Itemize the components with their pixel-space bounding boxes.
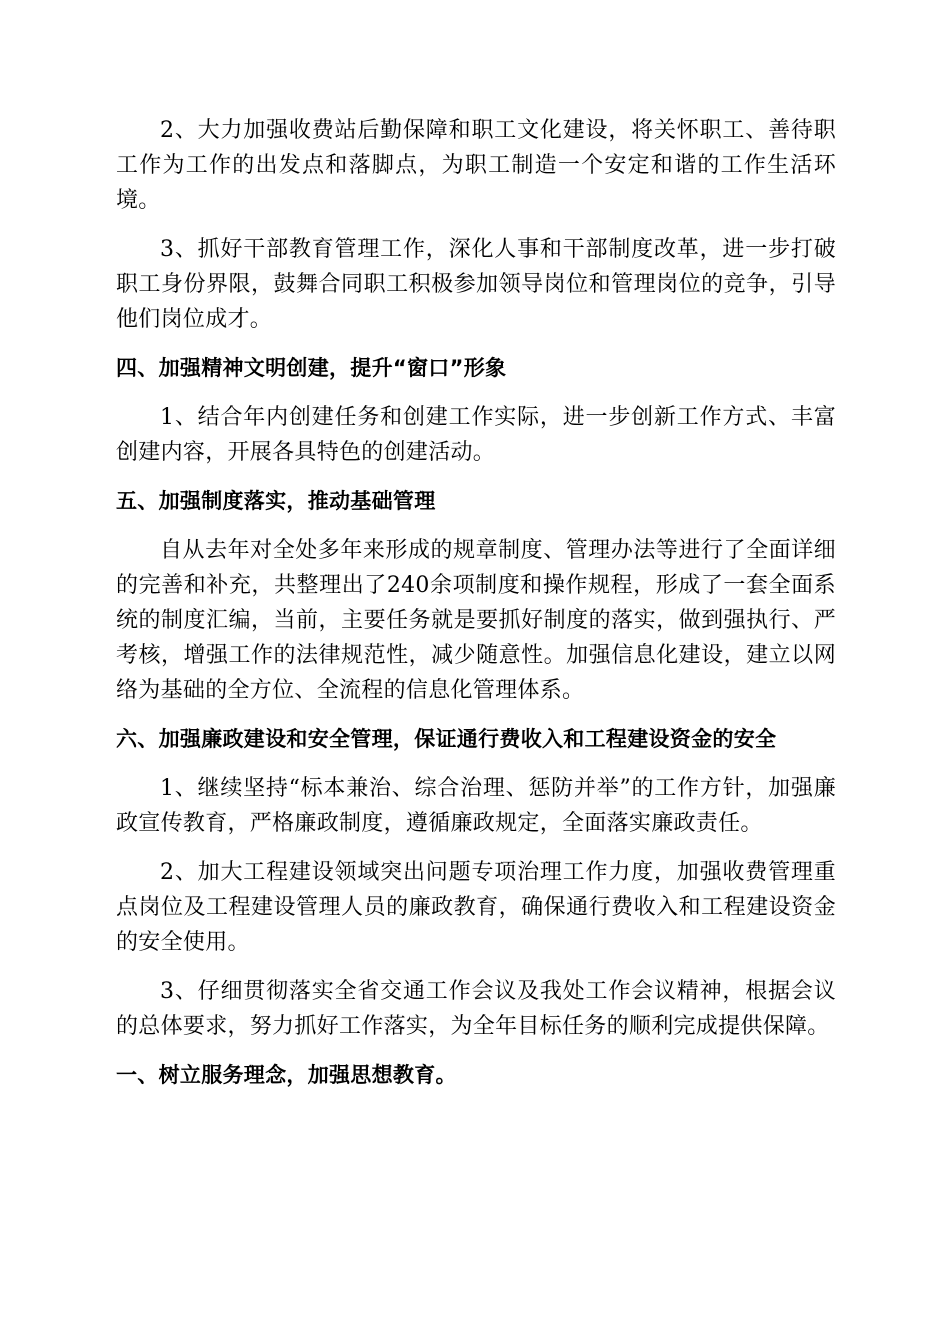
section-heading-integrity-safety: 六、加强廉政建设和安全管理，保证通行费收入和工程建设资金的安全 <box>116 727 777 751</box>
section-heading-system-implementation: 五、加强制度落实，推动基础管理 <box>116 489 436 513</box>
paragraph-integrity-policy: 1、继续坚持“标本兼治、综合治理、惩防并举”的工作方针，加强廉政宣传教育，严格廉政制度，遵循廉政规定，全面落实廉政责任。 <box>116 776 836 836</box>
paragraph-rules-compilation: 自从去年对全处多年来形成的规章制度、管理办法等进行了全面详细的完善和补充，共整理出了240余项制度和操作规程，形成了一套全面系统的制度汇编，当前，主要任务就是要抓好制度的落实，做到强执行、严考核，增强工作的法律规范性，减少随意性。加强信息化建设，建立以网络为基础的全方位、全流程的信息化管理体系。 <box>116 538 836 703</box>
paragraph-creation-tasks: 1、结合年内创建任务和创建工作实际，进一步创新工作方式、丰富创建内容，开展各具特色的创建活动。 <box>116 405 836 465</box>
section-heading-service-concept: 一、树立服务理念，加强思想教育。 <box>116 1063 457 1087</box>
paragraph-logistics: 2、大力加强收费站后勤保障和职工文化建设，将关怀职工、善待职工作为工作的出发点和落脚点，为职工制造一个安定和谐的工作生活环境。 <box>116 118 836 213</box>
paragraph-meeting-spirit: 3、仔细贯彻落实全省交通工作会议及我处工作会议精神，根据会议的总体要求，努力抓好工作落实，为全年目标任务的顺利完成提供保障。 <box>116 979 836 1039</box>
paragraph-cadre-education: 3、抓好干部教育管理工作，深化人事和干部制度改革，进一步打破职工身份界限，鼓舞合同职工积极参加领导岗位和管理岗位的竞争，引导他们岗位成才。 <box>116 237 836 332</box>
section-heading-spiritual-civilization: 四、加强精神文明创建，提升“窗口”形象 <box>116 356 507 380</box>
document-page <box>116 113 836 1107</box>
paragraph-special-governance: 2、加大工程建设领域突出问题专项治理工作力度，加强收费管理重点岗位及工程建设管理人员的廉政教育，确保通行费收入和工程建设资金的安全使用。 <box>116 860 836 955</box>
